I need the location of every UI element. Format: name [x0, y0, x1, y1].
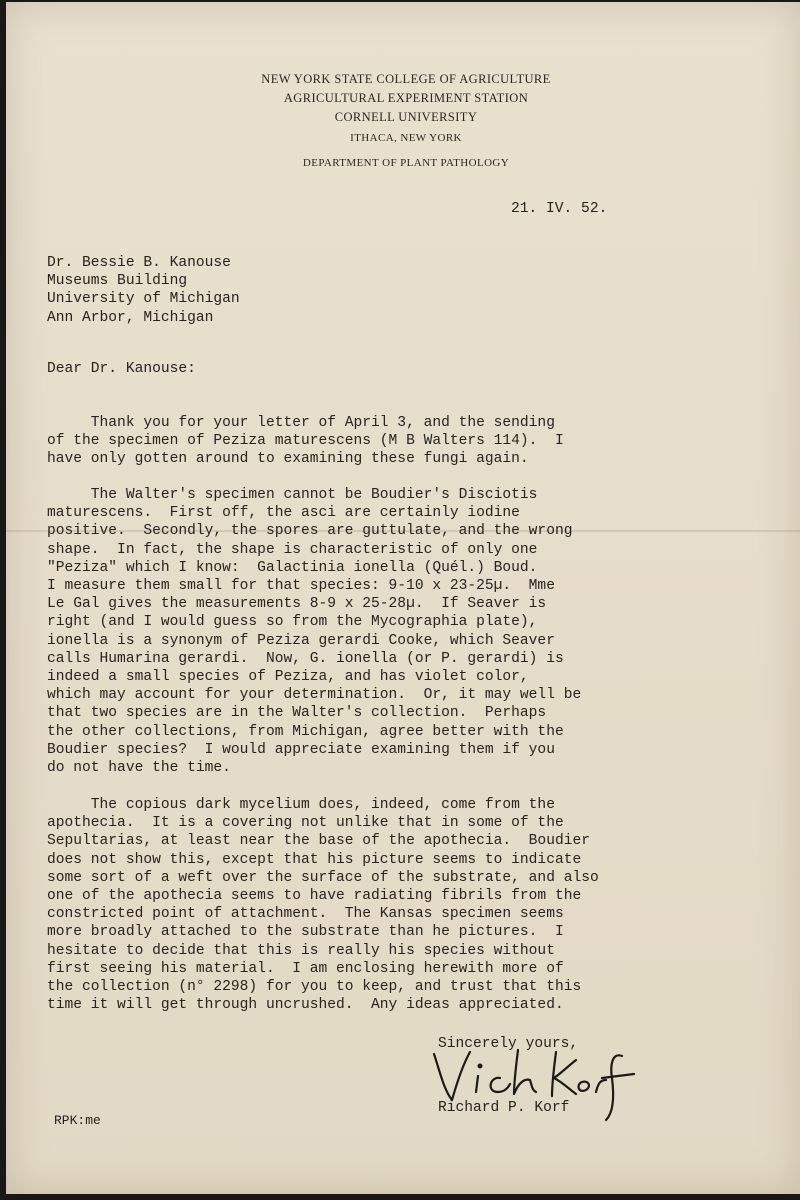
letterhead [6, 70, 800, 173]
recipient-line-3: University of Michigan [47, 291, 240, 308]
p2-line: right (and I would guess so from the Mycographia plate), [47, 614, 538, 631]
p3-line: time it will get through uncrushed. Any ideas appreciated. [47, 997, 564, 1014]
p2-line: do not have the time. [47, 760, 231, 777]
p3-line: some sort of a weft over the surface of the substrate, and also [47, 869, 599, 886]
paragraph-3 [47, 796, 599, 1014]
p2-line: "Peziza" which I know: Galactinia ionella (Quél.) Boud. [47, 559, 538, 576]
p1-line: of the specimen of Peziza maturescens (M B Walters 114). I [47, 433, 564, 450]
recipient-line-4: Ann Arbor, Michigan [47, 309, 214, 326]
letterhead-line-4: ITHACA, NEW YORK [350, 132, 462, 144]
letterhead-line-5: DEPARTMENT OF PLANT PATHOLOGY [302, 157, 510, 169]
salutation: Dear Dr. Kanouse: [47, 361, 196, 377]
recipient-name: Dr. Bessie B. Kanouse [47, 255, 231, 271]
letter-paper [6, 2, 800, 1194]
p2-line: ionella is a synonym of Peziza gerardi Cooke, which Seaver [47, 632, 555, 649]
p3-line: constricted point of attachment. The Kansas specimen seems [47, 906, 564, 923]
p2-line: I measure them small for that species: 9-10 x 23-25µ. Mme [47, 578, 555, 595]
p1-line: have only gotten around to examining these fungi again. [47, 451, 529, 468]
p3-line: does not show this, except that his picture seems to indicate [47, 851, 582, 868]
p3-line: the collection (n° 2298) for you to keep, and trust that this [47, 979, 582, 996]
typist-initials: RPK:me [54, 1113, 101, 1128]
p2-line: Le Gal gives the measurements 8-9 x 25-28µ. If Seaver is [47, 596, 547, 613]
p3-line: Sepultarias, at least near the base of the apothecia. Boudier [47, 833, 590, 850]
p2-line: which may account for your determination. Or, it may well be [47, 687, 582, 704]
closing: Sincerely yours, [438, 1036, 579, 1052]
letterhead-line-1: NEW YORK STATE COLLEGE OF AGRICULTURE [261, 72, 551, 86]
recipient-address [47, 254, 240, 327]
p2-line: The Walter's specimen cannot be Boudier's Disciotis [47, 487, 538, 503]
letterhead-line-3: CORNELL UNIVERSITY [334, 110, 478, 124]
p2-line: that two species are in the Walter's collection. Perhaps [47, 705, 547, 722]
paragraph-2 [47, 486, 581, 777]
recipient-line-2: Museums Building [47, 273, 188, 290]
p2-line: the other collections, from Michigan, agree better with the [47, 723, 564, 740]
p2-line: positive. Secondly, the spores are guttulate, and the wrong [47, 523, 573, 540]
p3-line: apothecia. It is a covering not unlike that in some of the [47, 815, 564, 832]
p1-line: Thank you for your letter of April 3, and the sending [47, 415, 555, 431]
p3-line: The copious dark mycelium does, indeed, come from the [47, 797, 555, 813]
p3-line: hesitate to decide that this is really his species without [47, 942, 555, 959]
p2-line: Boudier species? I would appreciate examining them if you [47, 741, 555, 758]
p2-line: calls Humarina gerardi. Now, G. ionella (or P. gerardi) is [47, 650, 564, 667]
p2-line: shape. In fact, the shape is characteristic of only one [47, 541, 538, 558]
p3-line: one of the apothecia seems to have radiating fibrils from the [47, 888, 582, 905]
letter-date: 21. IV. 52. [511, 201, 608, 217]
p3-line: first seeing his material. I am enclosing herewith more of [47, 960, 564, 977]
p3-line: more broadly attached to the substrate than he pictures. I [47, 924, 564, 941]
p2-line: indeed a small species of Peziza, and has violet color, [47, 669, 529, 686]
p2-line: maturescens. First off, the asci are certainly iodine [47, 505, 520, 522]
paragraph-1 [47, 414, 564, 469]
letterhead-line-2: AGRICULTURAL EXPERIMENT STATION [283, 91, 529, 105]
signer-name: Richard P. Korf [438, 1100, 570, 1116]
